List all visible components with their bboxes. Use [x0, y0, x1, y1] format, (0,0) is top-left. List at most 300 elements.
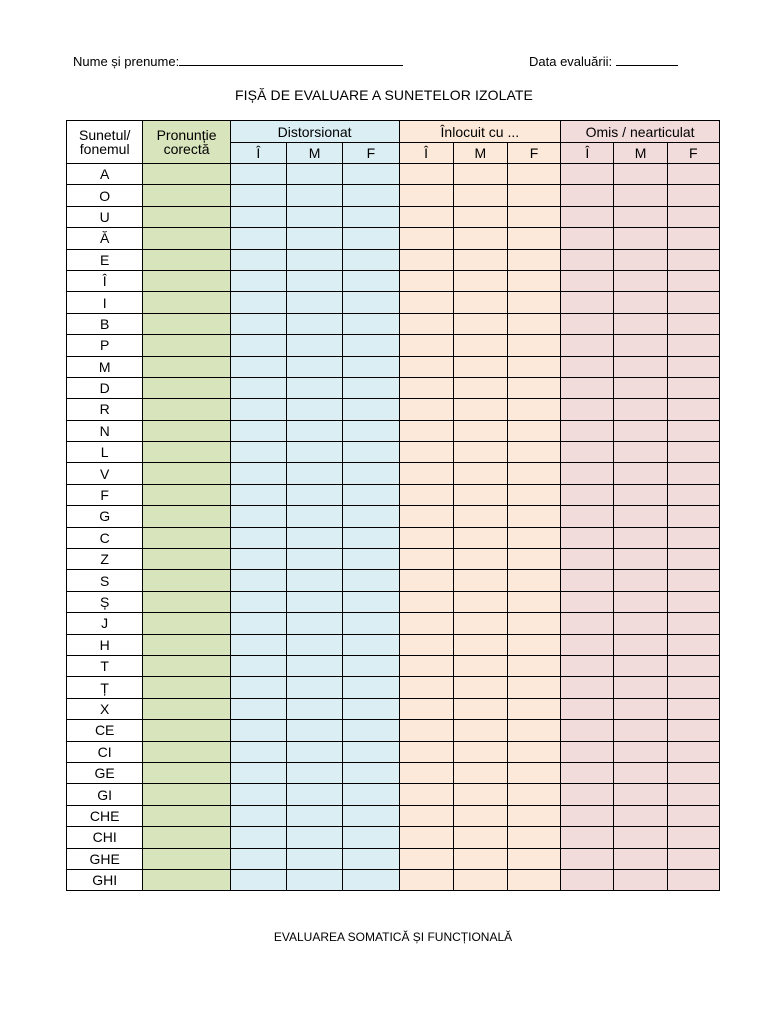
substituted-final-cell[interactable]	[507, 720, 560, 741]
substituted-final-cell[interactable]	[507, 655, 560, 676]
omitted-medial-cell[interactable]	[614, 335, 667, 356]
distorted-medial-cell[interactable]	[286, 613, 342, 634]
omitted-medial-cell[interactable]	[614, 442, 667, 463]
omitted-final-cell[interactable]	[667, 741, 719, 762]
distorted-initial-cell[interactable]	[230, 292, 286, 313]
distorted-initial-cell[interactable]	[230, 506, 286, 527]
substituted-medial-cell[interactable]	[453, 527, 507, 548]
distorted-initial-cell[interactable]	[230, 399, 286, 420]
distorted-initial-cell[interactable]	[230, 869, 286, 890]
substituted-initial-cell[interactable]	[399, 634, 453, 655]
omitted-medial-cell[interactable]	[614, 164, 667, 185]
substituted-medial-cell[interactable]	[453, 335, 507, 356]
correct-cell[interactable]	[143, 206, 230, 227]
correct-cell[interactable]	[143, 677, 230, 698]
omitted-medial-cell[interactable]	[614, 741, 667, 762]
substituted-initial-cell[interactable]	[399, 292, 453, 313]
substituted-final-cell[interactable]	[507, 185, 560, 206]
omitted-initial-cell[interactable]	[561, 185, 614, 206]
distorted-initial-cell[interactable]	[230, 313, 286, 334]
distorted-initial-cell[interactable]	[230, 527, 286, 548]
substituted-medial-cell[interactable]	[453, 420, 507, 441]
substituted-final-cell[interactable]	[507, 270, 560, 291]
substituted-initial-cell[interactable]	[399, 442, 453, 463]
omitted-initial-cell[interactable]	[561, 741, 614, 762]
omitted-final-cell[interactable]	[667, 869, 719, 890]
substituted-initial-cell[interactable]	[399, 549, 453, 570]
correct-cell[interactable]	[143, 784, 230, 805]
omitted-initial-cell[interactable]	[561, 848, 614, 869]
distorted-initial-cell[interactable]	[230, 185, 286, 206]
substituted-medial-cell[interactable]	[453, 228, 507, 249]
omitted-final-cell[interactable]	[667, 206, 719, 227]
distorted-medial-cell[interactable]	[286, 869, 342, 890]
substituted-medial-cell[interactable]	[453, 591, 507, 612]
substituted-medial-cell[interactable]	[453, 377, 507, 398]
correct-cell[interactable]	[143, 805, 230, 826]
substituted-final-cell[interactable]	[507, 677, 560, 698]
correct-cell[interactable]	[143, 420, 230, 441]
omitted-medial-cell[interactable]	[614, 356, 667, 377]
omitted-initial-cell[interactable]	[561, 677, 614, 698]
substituted-medial-cell[interactable]	[453, 827, 507, 848]
omitted-medial-cell[interactable]	[614, 869, 667, 890]
distorted-final-cell[interactable]	[343, 741, 399, 762]
omitted-initial-cell[interactable]	[561, 720, 614, 741]
substituted-medial-cell[interactable]	[453, 613, 507, 634]
omitted-initial-cell[interactable]	[561, 634, 614, 655]
distorted-final-cell[interactable]	[343, 506, 399, 527]
substituted-initial-cell[interactable]	[399, 185, 453, 206]
correct-cell[interactable]	[143, 570, 230, 591]
substituted-final-cell[interactable]	[507, 634, 560, 655]
distorted-initial-cell[interactable]	[230, 549, 286, 570]
distorted-medial-cell[interactable]	[286, 784, 342, 805]
substituted-initial-cell[interactable]	[399, 613, 453, 634]
distorted-medial-cell[interactable]	[286, 549, 342, 570]
distorted-final-cell[interactable]	[343, 549, 399, 570]
distorted-initial-cell[interactable]	[230, 442, 286, 463]
omitted-final-cell[interactable]	[667, 848, 719, 869]
distorted-medial-cell[interactable]	[286, 228, 342, 249]
substituted-initial-cell[interactable]	[399, 570, 453, 591]
distorted-final-cell[interactable]	[343, 570, 399, 591]
substituted-final-cell[interactable]	[507, 698, 560, 719]
omitted-final-cell[interactable]	[667, 228, 719, 249]
distorted-final-cell[interactable]	[343, 292, 399, 313]
distorted-final-cell[interactable]	[343, 720, 399, 741]
substituted-medial-cell[interactable]	[453, 270, 507, 291]
substituted-medial-cell[interactable]	[453, 185, 507, 206]
omitted-medial-cell[interactable]	[614, 762, 667, 783]
omitted-final-cell[interactable]	[667, 527, 719, 548]
omitted-medial-cell[interactable]	[614, 463, 667, 484]
substituted-medial-cell[interactable]	[453, 655, 507, 676]
distorted-medial-cell[interactable]	[286, 805, 342, 826]
omitted-medial-cell[interactable]	[614, 484, 667, 505]
distorted-medial-cell[interactable]	[286, 527, 342, 548]
omitted-final-cell[interactable]	[667, 655, 719, 676]
omitted-initial-cell[interactable]	[561, 463, 614, 484]
omitted-final-cell[interactable]	[667, 570, 719, 591]
omitted-initial-cell[interactable]	[561, 506, 614, 527]
correct-cell[interactable]	[143, 399, 230, 420]
omitted-medial-cell[interactable]	[614, 591, 667, 612]
correct-cell[interactable]	[143, 527, 230, 548]
omitted-initial-cell[interactable]	[561, 335, 614, 356]
substituted-final-cell[interactable]	[507, 527, 560, 548]
omitted-final-cell[interactable]	[667, 313, 719, 334]
distorted-medial-cell[interactable]	[286, 164, 342, 185]
name-blank-line[interactable]	[179, 53, 403, 66]
substituted-initial-cell[interactable]	[399, 805, 453, 826]
omitted-final-cell[interactable]	[667, 762, 719, 783]
distorted-final-cell[interactable]	[343, 249, 399, 270]
distorted-final-cell[interactable]	[343, 164, 399, 185]
substituted-final-cell[interactable]	[507, 228, 560, 249]
correct-cell[interactable]	[143, 270, 230, 291]
omitted-final-cell[interactable]	[667, 164, 719, 185]
distorted-initial-cell[interactable]	[230, 655, 286, 676]
substituted-final-cell[interactable]	[507, 206, 560, 227]
substituted-medial-cell[interactable]	[453, 249, 507, 270]
substituted-final-cell[interactable]	[507, 549, 560, 570]
substituted-final-cell[interactable]	[507, 805, 560, 826]
omitted-initial-cell[interactable]	[561, 698, 614, 719]
substituted-final-cell[interactable]	[507, 591, 560, 612]
distorted-final-cell[interactable]	[343, 313, 399, 334]
omitted-initial-cell[interactable]	[561, 827, 614, 848]
distorted-final-cell[interactable]	[343, 335, 399, 356]
substituted-medial-cell[interactable]	[453, 463, 507, 484]
omitted-initial-cell[interactable]	[561, 420, 614, 441]
omitted-medial-cell[interactable]	[614, 698, 667, 719]
omitted-initial-cell[interactable]	[561, 762, 614, 783]
distorted-final-cell[interactable]	[343, 356, 399, 377]
substituted-medial-cell[interactable]	[453, 206, 507, 227]
distorted-medial-cell[interactable]	[286, 377, 342, 398]
distorted-medial-cell[interactable]	[286, 591, 342, 612]
distorted-initial-cell[interactable]	[230, 420, 286, 441]
omitted-medial-cell[interactable]	[614, 185, 667, 206]
substituted-final-cell[interactable]	[507, 335, 560, 356]
distorted-initial-cell[interactable]	[230, 228, 286, 249]
substituted-medial-cell[interactable]	[453, 762, 507, 783]
substituted-medial-cell[interactable]	[453, 869, 507, 890]
distorted-initial-cell[interactable]	[230, 356, 286, 377]
substituted-initial-cell[interactable]	[399, 591, 453, 612]
omitted-final-cell[interactable]	[667, 442, 719, 463]
substituted-initial-cell[interactable]	[399, 377, 453, 398]
omitted-initial-cell[interactable]	[561, 313, 614, 334]
omitted-medial-cell[interactable]	[614, 420, 667, 441]
omitted-initial-cell[interactable]	[561, 206, 614, 227]
distorted-initial-cell[interactable]	[230, 848, 286, 869]
omitted-medial-cell[interactable]	[614, 527, 667, 548]
correct-cell[interactable]	[143, 762, 230, 783]
substituted-initial-cell[interactable]	[399, 762, 453, 783]
distorted-initial-cell[interactable]	[230, 613, 286, 634]
substituted-final-cell[interactable]	[507, 164, 560, 185]
substituted-medial-cell[interactable]	[453, 741, 507, 762]
substituted-final-cell[interactable]	[507, 442, 560, 463]
omitted-initial-cell[interactable]	[561, 805, 614, 826]
distorted-final-cell[interactable]	[343, 442, 399, 463]
substituted-initial-cell[interactable]	[399, 228, 453, 249]
substituted-medial-cell[interactable]	[453, 506, 507, 527]
omitted-medial-cell[interactable]	[614, 313, 667, 334]
substituted-medial-cell[interactable]	[453, 698, 507, 719]
substituted-initial-cell[interactable]	[399, 677, 453, 698]
substituted-final-cell[interactable]	[507, 762, 560, 783]
substituted-final-cell[interactable]	[507, 313, 560, 334]
distorted-initial-cell[interactable]	[230, 484, 286, 505]
omitted-initial-cell[interactable]	[561, 784, 614, 805]
omitted-initial-cell[interactable]	[561, 399, 614, 420]
correct-cell[interactable]	[143, 869, 230, 890]
substituted-final-cell[interactable]	[507, 377, 560, 398]
distorted-final-cell[interactable]	[343, 784, 399, 805]
distorted-final-cell[interactable]	[343, 527, 399, 548]
substituted-medial-cell[interactable]	[453, 720, 507, 741]
substituted-initial-cell[interactable]	[399, 335, 453, 356]
substituted-medial-cell[interactable]	[453, 164, 507, 185]
omitted-initial-cell[interactable]	[561, 356, 614, 377]
substituted-initial-cell[interactable]	[399, 655, 453, 676]
correct-cell[interactable]	[143, 356, 230, 377]
substituted-final-cell[interactable]	[507, 249, 560, 270]
correct-cell[interactable]	[143, 463, 230, 484]
substituted-initial-cell[interactable]	[399, 827, 453, 848]
distorted-initial-cell[interactable]	[230, 805, 286, 826]
substituted-final-cell[interactable]	[507, 570, 560, 591]
omitted-medial-cell[interactable]	[614, 848, 667, 869]
omitted-final-cell[interactable]	[667, 591, 719, 612]
omitted-final-cell[interactable]	[667, 356, 719, 377]
distorted-final-cell[interactable]	[343, 185, 399, 206]
substituted-initial-cell[interactable]	[399, 164, 453, 185]
omitted-medial-cell[interactable]	[614, 506, 667, 527]
distorted-final-cell[interactable]	[343, 420, 399, 441]
substituted-initial-cell[interactable]	[399, 848, 453, 869]
distorted-final-cell[interactable]	[343, 270, 399, 291]
distorted-final-cell[interactable]	[343, 848, 399, 869]
correct-cell[interactable]	[143, 442, 230, 463]
correct-cell[interactable]	[143, 228, 230, 249]
substituted-initial-cell[interactable]	[399, 399, 453, 420]
distorted-initial-cell[interactable]	[230, 463, 286, 484]
omitted-medial-cell[interactable]	[614, 720, 667, 741]
correct-cell[interactable]	[143, 698, 230, 719]
omitted-final-cell[interactable]	[667, 377, 719, 398]
distorted-final-cell[interactable]	[343, 399, 399, 420]
correct-cell[interactable]	[143, 164, 230, 185]
distorted-initial-cell[interactable]	[230, 827, 286, 848]
distorted-final-cell[interactable]	[343, 484, 399, 505]
omitted-final-cell[interactable]	[667, 698, 719, 719]
distorted-medial-cell[interactable]	[286, 249, 342, 270]
correct-cell[interactable]	[143, 549, 230, 570]
correct-cell[interactable]	[143, 377, 230, 398]
omitted-medial-cell[interactable]	[614, 249, 667, 270]
distorted-initial-cell[interactable]	[230, 762, 286, 783]
distorted-initial-cell[interactable]	[230, 698, 286, 719]
distorted-medial-cell[interactable]	[286, 463, 342, 484]
substituted-initial-cell[interactable]	[399, 720, 453, 741]
substituted-initial-cell[interactable]	[399, 869, 453, 890]
substituted-initial-cell[interactable]	[399, 527, 453, 548]
substituted-final-cell[interactable]	[507, 420, 560, 441]
distorted-medial-cell[interactable]	[286, 335, 342, 356]
distorted-initial-cell[interactable]	[230, 335, 286, 356]
omitted-final-cell[interactable]	[667, 185, 719, 206]
omitted-initial-cell[interactable]	[561, 655, 614, 676]
distorted-initial-cell[interactable]	[230, 206, 286, 227]
distorted-initial-cell[interactable]	[230, 270, 286, 291]
substituted-initial-cell[interactable]	[399, 463, 453, 484]
distorted-medial-cell[interactable]	[286, 741, 342, 762]
correct-cell[interactable]	[143, 848, 230, 869]
omitted-initial-cell[interactable]	[561, 270, 614, 291]
distorted-medial-cell[interactable]	[286, 399, 342, 420]
distorted-initial-cell[interactable]	[230, 249, 286, 270]
omitted-medial-cell[interactable]	[614, 270, 667, 291]
distorted-medial-cell[interactable]	[286, 292, 342, 313]
omitted-final-cell[interactable]	[667, 549, 719, 570]
correct-cell[interactable]	[143, 292, 230, 313]
substituted-final-cell[interactable]	[507, 741, 560, 762]
substituted-medial-cell[interactable]	[453, 848, 507, 869]
distorted-medial-cell[interactable]	[286, 206, 342, 227]
omitted-final-cell[interactable]	[667, 463, 719, 484]
substituted-initial-cell[interactable]	[399, 741, 453, 762]
correct-cell[interactable]	[143, 185, 230, 206]
omitted-final-cell[interactable]	[667, 399, 719, 420]
distorted-medial-cell[interactable]	[286, 356, 342, 377]
correct-cell[interactable]	[143, 827, 230, 848]
distorted-medial-cell[interactable]	[286, 677, 342, 698]
omitted-final-cell[interactable]	[667, 613, 719, 634]
distorted-medial-cell[interactable]	[286, 848, 342, 869]
substituted-initial-cell[interactable]	[399, 484, 453, 505]
distorted-final-cell[interactable]	[343, 591, 399, 612]
distorted-final-cell[interactable]	[343, 827, 399, 848]
correct-cell[interactable]	[143, 335, 230, 356]
distorted-medial-cell[interactable]	[286, 442, 342, 463]
substituted-medial-cell[interactable]	[453, 784, 507, 805]
correct-cell[interactable]	[143, 613, 230, 634]
distorted-initial-cell[interactable]	[230, 677, 286, 698]
distorted-initial-cell[interactable]	[230, 784, 286, 805]
substituted-medial-cell[interactable]	[453, 442, 507, 463]
substituted-final-cell[interactable]	[507, 356, 560, 377]
distorted-final-cell[interactable]	[343, 698, 399, 719]
correct-cell[interactable]	[143, 249, 230, 270]
substituted-initial-cell[interactable]	[399, 784, 453, 805]
distorted-medial-cell[interactable]	[286, 762, 342, 783]
distorted-initial-cell[interactable]	[230, 377, 286, 398]
omitted-final-cell[interactable]	[667, 805, 719, 826]
substituted-initial-cell[interactable]	[399, 420, 453, 441]
substituted-initial-cell[interactable]	[399, 356, 453, 377]
omitted-medial-cell[interactable]	[614, 206, 667, 227]
distorted-medial-cell[interactable]	[286, 313, 342, 334]
omitted-medial-cell[interactable]	[614, 634, 667, 655]
omitted-initial-cell[interactable]	[561, 249, 614, 270]
omitted-medial-cell[interactable]	[614, 228, 667, 249]
distorted-initial-cell[interactable]	[230, 741, 286, 762]
omitted-final-cell[interactable]	[667, 506, 719, 527]
omitted-medial-cell[interactable]	[614, 399, 667, 420]
substituted-initial-cell[interactable]	[399, 698, 453, 719]
distorted-final-cell[interactable]	[343, 206, 399, 227]
substituted-final-cell[interactable]	[507, 869, 560, 890]
omitted-final-cell[interactable]	[667, 484, 719, 505]
substituted-medial-cell[interactable]	[453, 292, 507, 313]
omitted-initial-cell[interactable]	[561, 613, 614, 634]
substituted-medial-cell[interactable]	[453, 634, 507, 655]
omitted-initial-cell[interactable]	[561, 442, 614, 463]
substituted-medial-cell[interactable]	[453, 677, 507, 698]
omitted-medial-cell[interactable]	[614, 655, 667, 676]
distorted-initial-cell[interactable]	[230, 591, 286, 612]
substituted-medial-cell[interactable]	[453, 549, 507, 570]
date-blank-line[interactable]	[616, 53, 678, 66]
substituted-medial-cell[interactable]	[453, 313, 507, 334]
distorted-medial-cell[interactable]	[286, 484, 342, 505]
omitted-initial-cell[interactable]	[561, 591, 614, 612]
distorted-final-cell[interactable]	[343, 655, 399, 676]
substituted-initial-cell[interactable]	[399, 506, 453, 527]
distorted-medial-cell[interactable]	[286, 634, 342, 655]
omitted-medial-cell[interactable]	[614, 805, 667, 826]
omitted-medial-cell[interactable]	[614, 292, 667, 313]
substituted-final-cell[interactable]	[507, 506, 560, 527]
distorted-final-cell[interactable]	[343, 228, 399, 249]
substituted-medial-cell[interactable]	[453, 356, 507, 377]
distorted-final-cell[interactable]	[343, 463, 399, 484]
distorted-initial-cell[interactable]	[230, 634, 286, 655]
correct-cell[interactable]	[143, 720, 230, 741]
correct-cell[interactable]	[143, 591, 230, 612]
omitted-final-cell[interactable]	[667, 677, 719, 698]
distorted-medial-cell[interactable]	[286, 720, 342, 741]
correct-cell[interactable]	[143, 313, 230, 334]
omitted-initial-cell[interactable]	[561, 228, 614, 249]
omitted-final-cell[interactable]	[667, 270, 719, 291]
substituted-initial-cell[interactable]	[399, 206, 453, 227]
correct-cell[interactable]	[143, 634, 230, 655]
omitted-final-cell[interactable]	[667, 784, 719, 805]
substituted-initial-cell[interactable]	[399, 249, 453, 270]
distorted-medial-cell[interactable]	[286, 270, 342, 291]
distorted-final-cell[interactable]	[343, 677, 399, 698]
omitted-initial-cell[interactable]	[561, 570, 614, 591]
distorted-initial-cell[interactable]	[230, 720, 286, 741]
omitted-medial-cell[interactable]	[614, 784, 667, 805]
omitted-medial-cell[interactable]	[614, 377, 667, 398]
distorted-final-cell[interactable]	[343, 613, 399, 634]
distorted-medial-cell[interactable]	[286, 827, 342, 848]
omitted-final-cell[interactable]	[667, 634, 719, 655]
substituted-final-cell[interactable]	[507, 827, 560, 848]
distorted-medial-cell[interactable]	[286, 420, 342, 441]
omitted-final-cell[interactable]	[667, 720, 719, 741]
substituted-initial-cell[interactable]	[399, 270, 453, 291]
substituted-medial-cell[interactable]	[453, 805, 507, 826]
substituted-final-cell[interactable]	[507, 613, 560, 634]
substituted-medial-cell[interactable]	[453, 570, 507, 591]
